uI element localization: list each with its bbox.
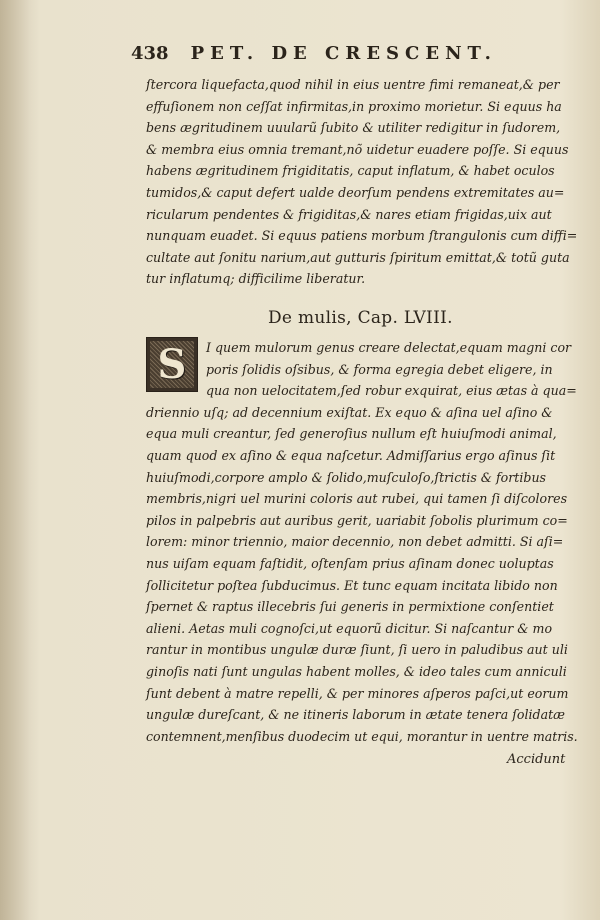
text-line: poris ſolidis oſsibus, & forma egregia debet eligere, in (206, 361, 553, 377)
text-line: nunquam euadet. Si equus patiens morbum ſtrangulonis cum diffi= (146, 228, 578, 244)
text-line: ricularum pendentes & frigiditas,& nares etiam frigidas,uix aut (146, 206, 552, 222)
text-line: effuſionem non ceſſat infirmitas,in proximo morietur. Si equus ha (146, 98, 562, 114)
text-line: membris,nigri uel murini coloris aut rubei, qui tamen ſi diſcolores (146, 491, 568, 507)
text-line: ſpernet & raptus illecebris ſui generis in permixtione conſentiet (146, 599, 554, 615)
text-line: ſunt debent à matre repelli, & per minores aſperos paſci,ut eorum (146, 685, 569, 701)
text-line: alieni. Aetas muli cognoſci,ut equorũ dicitur. Si naſcantur & mo (146, 620, 553, 636)
text-line: driennio uſq; ad decennium exiſtat. Ex equo & aſina uel aſino & (146, 404, 553, 420)
text-line: equa muli creantur, ſed generoſius nullum eſt huiuſmodi animal, (146, 426, 557, 442)
text-line: cultate aut ſonitu narium,aut gutturis ſpiritum emittat,& totũ guta (146, 249, 570, 265)
text-line: tumidos,& caput defert ualde deorſum pendens extremitates au= (146, 184, 565, 200)
paragraph-continuation (146, 74, 578, 290)
text-line: contemnent,menſibus duodecim ut equi, morantur in uentre matris. (146, 728, 578, 744)
text-line: & membra eius omnia tremant,nõ uidetur euadere poſſe. Si equus (146, 141, 569, 157)
text-line: I quem mulorum genus creare delectat,equam magni cor (206, 340, 572, 355)
chapter-heading: De mulis, Cap. LVIII. (268, 308, 453, 328)
text-line: nus uiſam equam faſtidit, oſtenſam prius aſinam donec uoluptas (146, 555, 554, 571)
text-line: huiuſmodi,corpore amplo & ſolido,muſculoſo,ſtrictis & fortibus (146, 469, 547, 485)
text-line: pilos in palpebris aut auribus gerit, uariabit ſobolis plurimum co= (146, 512, 568, 528)
text-line: ungulæ dureſcant, & ne itineris laborum in ætate tenera ſolidatæ (146, 707, 565, 723)
text-line: qua non uelocitatem,ſed robur exquirat, eius ætas à qua= (206, 383, 577, 399)
chapter-body (146, 337, 578, 747)
text-line: habens ægritudinem frigiditatis, caput inflatum, & habet oculos (146, 163, 555, 179)
text-line: ginoſis nati ſunt ungulas habent molles, & ideo tales cum anniculi (146, 663, 567, 679)
text-line: ſollicitetur poſtea ſubducimus. Et tunc equam incitata libido non (146, 577, 558, 593)
initial-letter: S (157, 341, 187, 388)
text-line: rantur in montibus ungulæ duræ ſiunt, ſi uero in paludibus aut uli (146, 642, 568, 658)
page-number: 438 (131, 43, 169, 64)
gutter-shadow (0, 0, 40, 920)
running-title: PET. DE CRESCENT. (190, 43, 497, 64)
running-head (131, 43, 526, 64)
text-line: ſtercora liquefacta,quod nihil in eius uentre fimi remaneat,& per (146, 77, 560, 92)
catchword: Accidunt (507, 752, 566, 767)
text-line: lorem: minor triennio, maior decennio, non debet admitti. Si aſi= (146, 534, 564, 550)
text-line: quam quod ex aſino & equa naſcetur. Admiſſarius ergo aſinus ſit (146, 447, 556, 463)
text-line: tur inflatumq; difficilime liberatur. (146, 271, 366, 287)
text-line: bens ægritudinem uuularũ ſubito & utiliter redigitur in ſudorem, (146, 120, 561, 136)
